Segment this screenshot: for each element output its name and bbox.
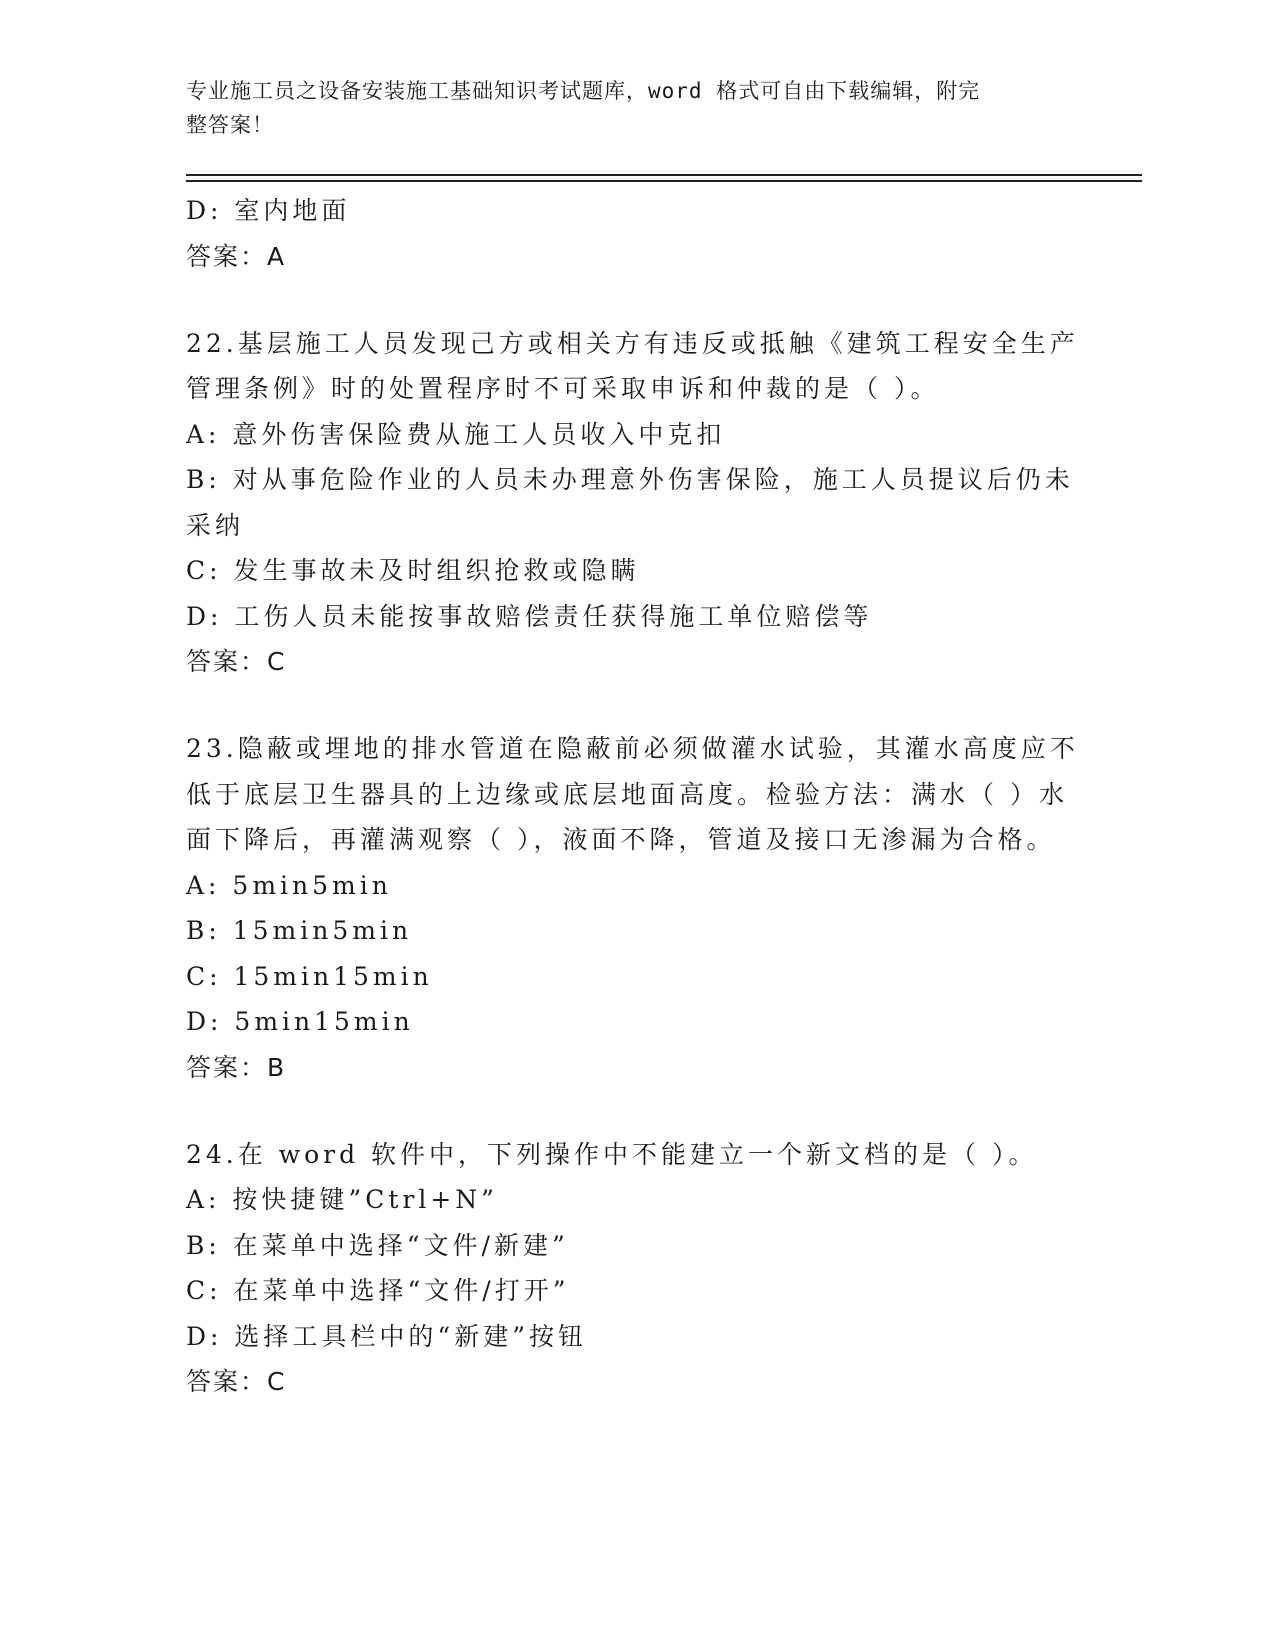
question-stem-line: 24.在 word 软件中，下列操作中不能建立一个新文档的是（ ）。 bbox=[186, 1139, 1038, 1169]
question-list bbox=[186, 188, 1086, 1404]
question-stem-line: 低于底层卫生器具的上边缘或底层地面高度。检验方法：满水（ ）水 bbox=[186, 779, 1068, 809]
header-line-2: 整答案！ bbox=[186, 113, 274, 137]
answer: 答案：C bbox=[186, 647, 287, 676]
option-a: A: 按快捷键”Ctrl+N” bbox=[186, 1185, 498, 1214]
option-d: D: 选择工具栏中的“新建”按钮 bbox=[186, 1321, 587, 1351]
option-d: D: 5min15min bbox=[186, 1007, 414, 1036]
question-stem-line: 23.隐蔽或埋地的排水管道在隐蔽前必须做灌水试验，其灌水高度应不 bbox=[186, 734, 1079, 763]
question-stem-line: 管理条例》时的处置程序时不可采取申诉和仲裁的是（ ）。 bbox=[186, 374, 940, 403]
option-b: B: 对从事危险作业的人员未办理意外伤害保险，施工人员提议后仍未 bbox=[186, 465, 1074, 494]
question-stem-line: 面下降后，再灌满观察（ ），液面不降，管道及接口无渗漏为合格。 bbox=[186, 825, 1056, 854]
question-21 bbox=[186, 188, 1086, 279]
question-23 bbox=[186, 726, 1086, 1090]
option-b-continued: 采纳 bbox=[186, 510, 245, 540]
spacer bbox=[186, 684, 1086, 726]
option-b: B: 15min5min bbox=[186, 916, 413, 945]
option-b: B: 在菜单中选择“文件/新建” bbox=[186, 1230, 569, 1260]
question-stem-line: 22.基层施工人员发现己方或相关方有违反或抵触《建筑工程安全生产 bbox=[186, 328, 1079, 358]
option-c: C: 发生事故未及时组织抢救或隐瞒 bbox=[186, 556, 640, 585]
option-d: D: 室内地面 bbox=[186, 196, 351, 225]
header-line-1: 专业施工员之设备安装施工基础知识考试题库，word 格式可自由下载编辑，附完 bbox=[186, 79, 981, 103]
page-header bbox=[186, 74, 1066, 142]
spacer bbox=[186, 279, 1086, 321]
option-d: D: 工伤人员未能按事故赔偿责任获得施工单位赔偿等 bbox=[186, 601, 873, 631]
header-divider-top bbox=[186, 174, 1142, 176]
header-divider-bottom bbox=[186, 180, 1142, 182]
option-c: C: 15min15min bbox=[186, 961, 433, 991]
answer: 答案：C bbox=[186, 1367, 287, 1396]
question-24 bbox=[186, 1132, 1086, 1405]
option-a: A: 意外伤害保险费从施工人员收入中克扣 bbox=[186, 419, 726, 449]
spacer bbox=[186, 1090, 1086, 1132]
option-a: A: 5min5min bbox=[186, 870, 392, 900]
answer: 答案：B bbox=[186, 1052, 287, 1082]
option-c: C: 在菜单中选择“文件/打开” bbox=[186, 1276, 570, 1305]
question-22 bbox=[186, 321, 1086, 685]
answer: 答案：A bbox=[186, 241, 287, 271]
